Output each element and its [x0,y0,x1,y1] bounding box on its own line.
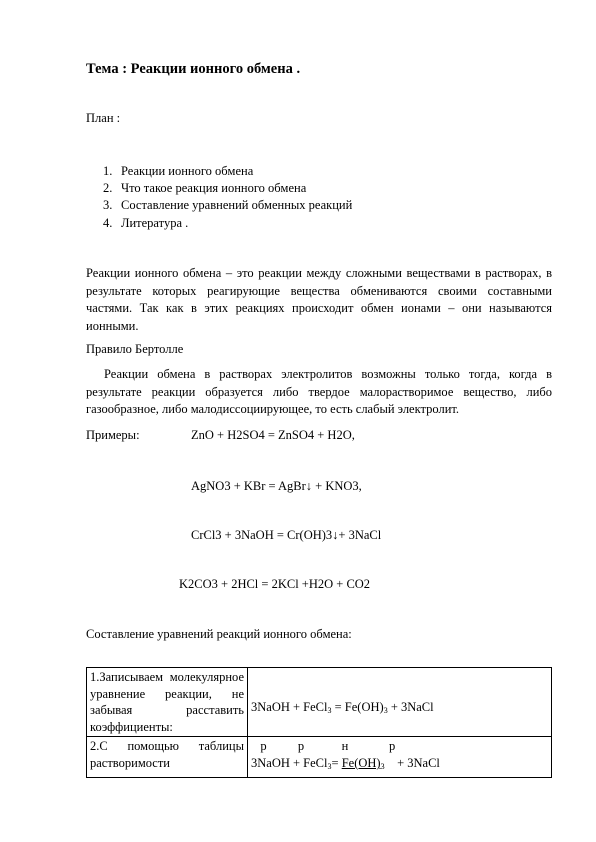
rule-paragraph: Реакции обмена в растворах электролитов возможны только тогда, когда в результате реакции образуется либо твердое малорастворимое вещество, либо газообразное, либо малодиссоциирующее, то есть слабый электролит. [86,367,552,417]
step-cell: 1.Записываем молекулярное уравнение реакции, не забывая расставить коэффициенты: [87,668,248,737]
table-of-contents [103,163,352,232]
examples-label: Примеры: [86,428,140,442]
table-heading: Составление уравнений реакций ионного обмена: [86,627,352,641]
step-cell: 2.С помощью таблицы растворимости [87,737,248,777]
example-equation: CrCl3 + 3NaOH = Cr(OH)3↓+ 3NaCl [191,528,382,542]
ionic-equation-table [86,667,552,778]
toc-item: 3. Составление уравнений обменных реакций [103,198,353,213]
table-row [87,737,552,777]
plan-label: План : [86,111,121,125]
rule-heading: Правило Бертолле [86,342,184,356]
toc-item: 1. Реакции ионного обмена [103,164,254,178]
example-equation: ZnO + H2SO4 = ZnSO4 + H2O, [191,428,355,442]
equation-cell [248,737,552,777]
intro-paragraph: Реакции ионного обмена – это реакции между сложными веществами в растворах, в результате которых реагирующие вещества обмениваются своими составными частями. Так как в этих реакциях происходит обмен ионами – они называются ионными. [86,266,552,333]
equation-line: 3NaOH + FeCl$_3$= $Fe(OH)_3$ + 3NaCl [251,755,440,771]
toc-item: 2. Что такое реакция ионного обмена [103,181,307,196]
example-equation: K2CO3 + 2HCl = 2KCl +H2O + CO2 [179,577,371,591]
precipitate: $Fe(OH)_3$ [341,755,385,771]
page-title: Тема : Реакции ионного обмена . [86,61,301,77]
example-equation: AgNO3 + KBr = AgBr↓ + KNO3, [191,479,362,493]
table-row [87,668,552,737]
toc-item: 4. Литература . [103,215,189,230]
solubility-marks: р р н р [251,739,396,754]
equation-cell: 3NaOH + FeCl$_3$ = $Fe(OH)_3$ + 3NaCl [248,668,552,737]
